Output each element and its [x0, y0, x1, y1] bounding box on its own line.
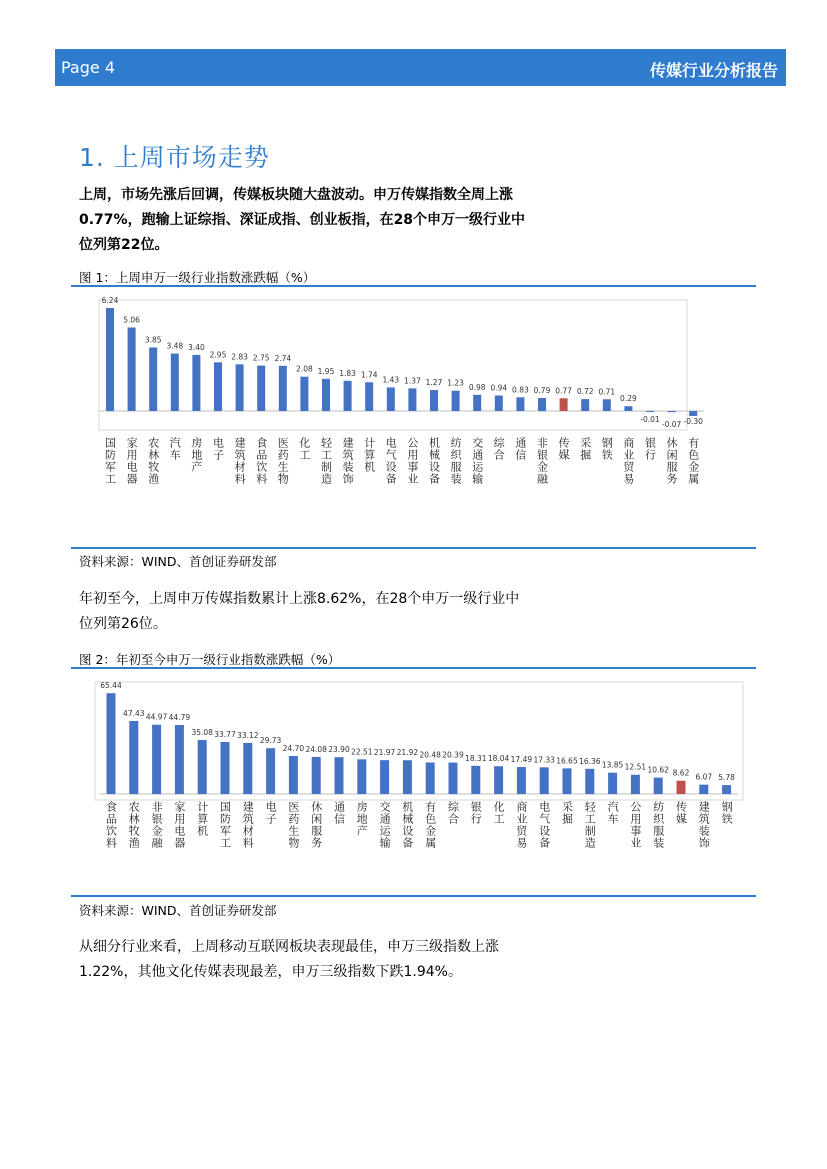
bar-通信 [335, 757, 344, 794]
figure2-top-rule [71, 667, 756, 669]
bar-公用事业 [631, 775, 640, 794]
value-label: 24.08 [305, 744, 327, 754]
bar-电气设备 [540, 767, 549, 794]
category-label: 非银金融 [150, 801, 164, 849]
ytd-paragraph: 年初至今，上周申万传媒指数累计上涨8.62%，在28个申万一级行业中位列第26位。 [79, 591, 520, 632]
bar-食品饮料 [107, 693, 116, 794]
bar-医药生物 [289, 756, 298, 794]
figure1-top-rule [71, 285, 756, 287]
figure1-caption: 图 1：上周申万一级行业指数涨跌幅（%） [79, 270, 316, 285]
bar-商业贸易 [517, 767, 526, 794]
category-label: 电子 [211, 437, 225, 461]
value-label: 1.37 [404, 376, 421, 386]
bar-轻工制造 [585, 769, 594, 794]
value-label: 16.36 [579, 756, 601, 766]
value-label: 6.24 [101, 296, 119, 306]
bar-计算机 [365, 382, 373, 411]
value-label: 24.70 [282, 743, 305, 753]
value-label: 0.94 [490, 383, 508, 393]
category-label: 采掘 [560, 801, 574, 825]
category-label: 家用电器 [172, 801, 186, 849]
value-label: 1.83 [339, 368, 356, 378]
category-label: 食品饮料 [104, 801, 118, 849]
category-label: 轻工制造 [319, 437, 333, 485]
bar-电子 [266, 748, 275, 794]
figure2-bottom-rule [71, 895, 756, 897]
category-label: 建筑装饰 [341, 437, 355, 485]
category-label: 采掘 [578, 437, 592, 461]
figure2-chart [71, 678, 756, 890]
value-label: 5.78 [718, 773, 735, 783]
category-label: 医药生物 [286, 801, 300, 849]
bar-轻工制造 [322, 379, 330, 411]
bar-国防军工 [221, 742, 230, 794]
value-label: 21.97 [373, 748, 396, 758]
bar-通信 [516, 397, 524, 411]
value-label: 8.62 [672, 768, 690, 778]
category-label: 建筑材料 [233, 437, 247, 485]
value-label: 20.39 [442, 750, 464, 760]
bar-房地产 [357, 759, 366, 794]
category-label: 农林牧渔 [127, 801, 141, 849]
value-label: 0.71 [598, 387, 616, 397]
bar-有色金属 [689, 411, 697, 416]
value-label: 0.79 [533, 385, 551, 395]
bar-公用事业 [408, 388, 416, 411]
category-label: 有色金属 [686, 437, 700, 485]
value-label: 35.08 [191, 727, 213, 737]
category-label: 国防军工 [218, 801, 232, 849]
bar-非银金融 [538, 398, 546, 411]
category-label: 交通运输 [470, 437, 484, 485]
bar-家用电器 [128, 328, 136, 411]
bar-综合 [449, 763, 458, 794]
value-label: 0.29 [620, 394, 637, 404]
bar-建筑装饰 [344, 381, 352, 411]
page-number: Page 4 [61, 58, 115, 77]
value-label: -0.30 [683, 417, 703, 426]
category-label: 汽车 [168, 437, 182, 461]
category-label: 建筑材料 [241, 801, 255, 849]
category-label: 机械设备 [400, 801, 414, 849]
category-label: 房地产 [355, 801, 369, 837]
category-label: 商业贸易 [514, 801, 528, 849]
category-label: 银行 [469, 801, 483, 825]
value-label: 1.27 [425, 378, 443, 388]
bar-非银金融 [152, 725, 161, 794]
bar-银行 [471, 766, 480, 794]
category-label: 轻工制造 [583, 801, 597, 849]
category-label: 钢铁 [720, 801, 734, 825]
value-label: 3.48 [166, 341, 184, 351]
bar-综合 [495, 395, 503, 411]
bar-医药生物 [279, 366, 287, 411]
bar-钢铁 [603, 399, 611, 411]
category-label: 计算机 [195, 801, 209, 837]
category-label: 建筑装饰 [697, 801, 711, 849]
category-label: 综合 [492, 437, 506, 461]
figure1-chart [71, 296, 756, 542]
value-label: 18.04 [487, 754, 510, 764]
category-label: 传媒 [557, 437, 571, 461]
bar-化工 [300, 377, 308, 411]
bar-汽车 [608, 773, 617, 794]
bar-汽车 [171, 354, 179, 411]
bar-交通运输 [380, 760, 389, 794]
category-label: 纺织服装 [651, 801, 665, 849]
figure2-caption: 图 2：年初至今申万一级行业指数涨跌幅（%） [79, 652, 341, 667]
section-title: 1. 上周市场走势 [79, 143, 270, 172]
value-label: 29.73 [259, 736, 282, 746]
value-label: 0.72 [576, 387, 594, 397]
bar-纺织服装 [654, 778, 663, 794]
category-label: 休闲服务 [665, 437, 679, 485]
bar-休闲服务 [312, 757, 321, 794]
bar-有色金属 [426, 762, 435, 794]
category-label: 农林牧渔 [146, 437, 160, 485]
value-label: 12.51 [624, 762, 647, 772]
category-label: 食品饮料 [254, 437, 268, 485]
bar-电气设备 [387, 387, 395, 411]
category-label: 家用电器 [125, 437, 139, 485]
figure1-source: 资料来源：WIND、首创证券研发部 [79, 554, 277, 569]
value-label: 13.85 [601, 760, 624, 770]
value-label: 2.75 [252, 353, 270, 363]
category-label: 计算机 [362, 437, 376, 473]
figure1-bottom-rule [71, 547, 756, 549]
figure2-source: 资料来源：WIND、首创证券研发部 [79, 903, 277, 918]
bar-国防军工 [106, 308, 114, 411]
bar-计算机 [198, 740, 207, 794]
category-label: 休闲服务 [309, 801, 323, 849]
bar-家用电器 [175, 725, 184, 794]
value-label: 1.23 [447, 378, 464, 388]
value-label: 0.77 [555, 386, 572, 396]
category-label: 房地产 [189, 437, 203, 473]
bar-纺织服装 [452, 391, 460, 411]
category-label: 非银金融 [535, 437, 549, 485]
value-label: 0.98 [468, 382, 486, 392]
bar-化工 [494, 766, 503, 794]
category-label: 纺织服装 [449, 437, 463, 485]
bar-采掘 [563, 768, 572, 794]
value-label: 2.08 [296, 364, 313, 374]
value-label: 47.43 [123, 708, 145, 718]
intro-paragraph: 上周，市场先涨后回调，传媒板块随大盘波动。申万传媒指数全周上涨0.77%，跑输上证综指、深证成指、创业板指，在28个申万一级行业中位列第22位。 [79, 187, 526, 253]
bar-机械设备 [403, 760, 412, 794]
category-label: 有色金属 [423, 801, 437, 849]
category-label: 电气设备 [537, 801, 551, 849]
value-label: 65.44 [100, 681, 122, 691]
category-label: 传媒 [674, 801, 688, 825]
bar-房地产 [192, 355, 200, 411]
bar-钢铁 [722, 785, 731, 794]
category-label: 商业贸易 [621, 437, 635, 485]
value-label: 5.06 [123, 315, 140, 325]
value-label: 2.83 [231, 352, 248, 362]
category-label: 机械设备 [427, 437, 441, 485]
value-label: 44.97 [145, 712, 168, 722]
category-label: 钢铁 [600, 437, 614, 461]
category-label: 银行 [643, 437, 657, 461]
category-label: 汽车 [606, 801, 620, 825]
value-label: 21.92 [396, 748, 419, 758]
bar-建筑材料 [236, 364, 244, 411]
category-label: 国防军工 [103, 437, 117, 485]
value-label: 23.90 [328, 745, 350, 755]
value-label: 1.95 [317, 366, 335, 376]
bar-传媒 [560, 398, 568, 411]
category-label: 通信 [513, 437, 527, 461]
subsector-paragraph: 从细分行业来看，上周移动互联网板块表现最佳，申万三级指数上涨1.22%，其他文化传媒表现最差，申万三级指数下跌1.94%。 [79, 939, 499, 980]
bar-建筑材料 [243, 743, 252, 794]
bar-传媒 [677, 781, 686, 794]
value-label: 20.48 [419, 750, 441, 760]
header-bar [55, 49, 786, 86]
value-label: 33.12 [237, 730, 259, 740]
value-label: 44.79 [168, 713, 191, 723]
value-label: -0.01 [640, 415, 660, 424]
value-label: 3.85 [144, 335, 162, 345]
value-label: 3.40 [188, 342, 205, 352]
bar-银行 [646, 411, 654, 412]
value-label: 1.43 [382, 375, 400, 385]
value-label: 16.65 [556, 756, 578, 766]
category-label: 通信 [332, 801, 346, 825]
category-label: 化工 [492, 801, 506, 825]
bar-交通运输 [473, 395, 481, 411]
category-label: 医药生物 [276, 437, 290, 485]
value-label: 17.33 [533, 755, 555, 765]
value-label: 0.83 [512, 385, 529, 395]
bar-采掘 [581, 399, 589, 411]
value-label: 2.95 [209, 350, 227, 360]
report-title: 传媒行业分析报告 [649, 61, 778, 80]
bar-电子 [214, 362, 222, 411]
category-label: 公用事业 [628, 801, 642, 849]
bar-食品饮料 [257, 366, 265, 411]
plot-area [95, 682, 743, 800]
bar-休闲服务 [668, 411, 676, 412]
bar-农林牧渔 [129, 721, 138, 794]
value-label: 6.07 [695, 772, 713, 782]
category-label: 公用事业 [405, 437, 419, 485]
bar-农林牧渔 [149, 347, 157, 411]
bar-建筑装饰 [699, 785, 708, 794]
bar-商业贸易 [624, 406, 632, 411]
value-label: 1.74 [360, 370, 378, 380]
category-label: 电子 [264, 801, 278, 825]
value-label: 18.31 [465, 753, 487, 763]
value-label: 17.49 [510, 755, 533, 765]
category-label: 电气设备 [384, 437, 398, 485]
value-label: -0.07 [661, 420, 682, 429]
category-label: 综合 [446, 801, 460, 825]
value-label: 22.51 [351, 747, 373, 757]
category-label: 交通运输 [378, 801, 392, 849]
category-label: 化工 [297, 437, 311, 461]
bar-机械设备 [430, 390, 438, 411]
value-label: 33.77 [214, 729, 236, 739]
value-label: 10.62 [647, 765, 669, 775]
value-label: 2.74 [274, 353, 292, 363]
